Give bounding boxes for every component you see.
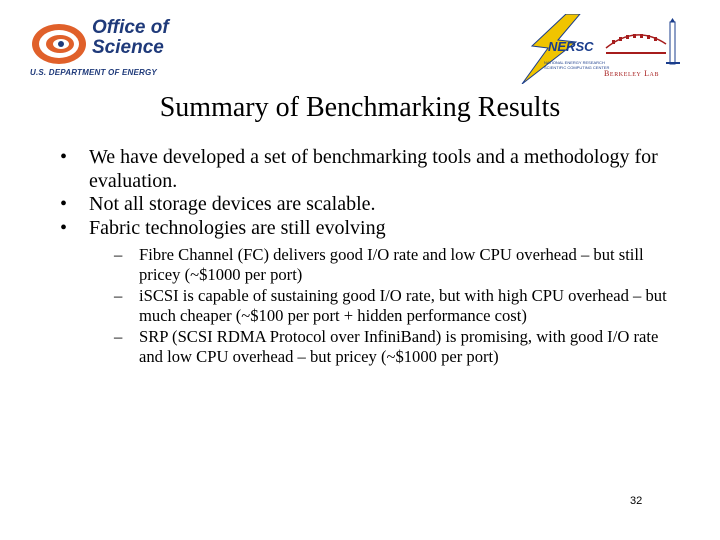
doe-logo-subtitle: U.S. DEPARTMENT OF ENERGY (30, 68, 157, 77)
dash-icon: – (114, 245, 123, 264)
slide-title: Summary of Benchmarking Results (159, 92, 561, 123)
sub-bullet-text: SRP (SCSI RDMA Protocol over InfiniBand) is promising, with good I/O rate and low CPU overhead – but pricey (~$1000 per port) (139, 327, 659, 366)
berkeley-lab-name: Berkeley Lab (604, 69, 660, 78)
bullet-icon: • (60, 146, 68, 168)
office-of-science-logo (30, 16, 200, 82)
dash-icon: – (114, 286, 123, 305)
sub-bullet-text: iSCSI is capable of sustaining good I/O rate, but with high CPU overhead – but much cheaper (~$100 per port + hidden performance cost) (139, 286, 667, 325)
berkeley-lab-building-icon (604, 18, 684, 68)
doe-logo-title (92, 18, 169, 58)
doe-title-line1: Office of (92, 17, 169, 38)
bullet-text: Fabric technologies are still evolving (89, 216, 386, 239)
nersc-name: NERSC (548, 39, 594, 54)
bullet-item (60, 146, 680, 193)
doe-emblem-icon (30, 21, 88, 67)
bullet-text: We have developed a set of benchmarking tools and a methodology for evaluation. (89, 146, 658, 192)
nersc-subtitle-line1: NATIONAL ENERGY RESEARCH (544, 60, 605, 65)
sub-bullet-item (114, 327, 680, 367)
bullet-icon: • (60, 216, 68, 239)
nersc-logo (514, 14, 610, 84)
page-number: 32 (630, 495, 643, 507)
bullet-icon: • (60, 193, 68, 215)
sub-bullet-item (114, 245, 680, 285)
sub-bullet-list (60, 245, 680, 367)
bullet-item (60, 193, 680, 217)
nersc-subtitle (544, 60, 609, 70)
bullet-text: Not all storage devices are scalable. (89, 193, 376, 215)
bullet-item (60, 217, 680, 241)
dash-icon: – (114, 327, 123, 346)
doe-title-line2: Science (92, 37, 164, 58)
sub-bullet-item (114, 286, 680, 326)
slide-body (60, 146, 680, 368)
berkeley-lab-logo (604, 18, 684, 80)
nersc-subtitle-line2: SCIENTIFIC COMPUTING CENTER (544, 65, 610, 70)
sub-bullet-text: Fibre Channel (FC) delivers good I/O rate and low CPU overhead – but still pricey (~$1000 per port) (139, 245, 644, 284)
